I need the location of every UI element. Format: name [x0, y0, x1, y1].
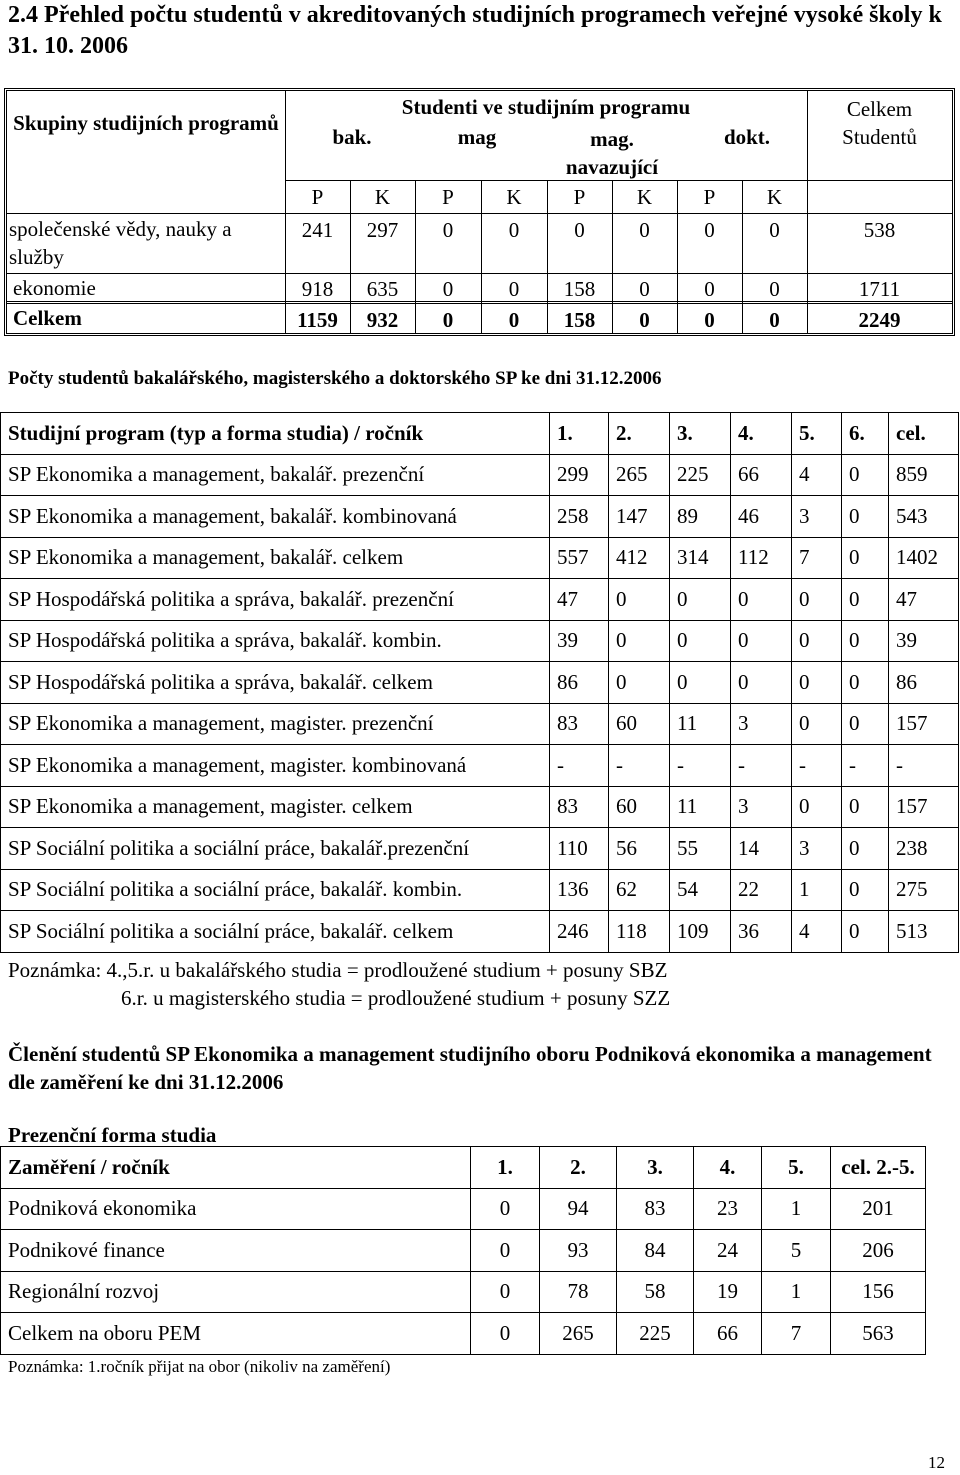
cell: 225: [617, 1313, 694, 1355]
heading-specialization: Členění studentů SP Ekonomika a management studijního oboru Podniková ekonomika a management dle zaměření ke dni 31.12.2006: [8, 1042, 932, 1094]
form-header: K: [506, 185, 522, 209]
table-row: [1, 537, 959, 579]
cell: 0: [508, 277, 520, 301]
cell: 0: [704, 218, 715, 242]
program-dokt: dokt.: [723, 125, 771, 149]
table-row: [1, 454, 959, 496]
cell: 58: [617, 1271, 694, 1313]
cell: 136: [550, 869, 609, 911]
cell: 0: [769, 308, 780, 332]
header-students: Studenti ve studijním programu: [401, 95, 691, 119]
cell: 66: [694, 1313, 762, 1355]
cell: 563: [831, 1313, 926, 1355]
cell: 0: [842, 911, 889, 953]
row-total: 2249: [858, 308, 901, 332]
cell: 83: [550, 703, 609, 745]
cell: 0: [471, 1230, 540, 1272]
row-label: Celkem: [13, 306, 82, 330]
cell: 201: [831, 1188, 926, 1230]
cell: 0: [842, 620, 889, 662]
page-number: 12: [928, 1453, 945, 1472]
cell: 1: [762, 1188, 831, 1230]
cell: 22: [731, 869, 792, 911]
cell: 5: [762, 1230, 831, 1272]
program-bak: bak.: [332, 125, 372, 149]
cell: 66: [731, 454, 792, 496]
cell: 11: [670, 786, 731, 828]
cell: 314: [670, 537, 731, 579]
cell: 265: [540, 1313, 617, 1355]
cell: 3: [731, 703, 792, 745]
students-by-year-table: [0, 412, 959, 953]
cell: 225: [670, 454, 731, 496]
cell: -: [609, 745, 670, 787]
cell: 859: [889, 454, 959, 496]
cell: 55: [670, 828, 731, 870]
cell: 112: [731, 537, 792, 579]
cell: 0: [471, 1271, 540, 1313]
cell: 39: [889, 620, 959, 662]
program-mag-navazujici: mag. navazující: [565, 127, 659, 179]
column-header: 5.: [792, 413, 842, 455]
cell: 0: [842, 496, 889, 538]
cell: 0: [769, 218, 780, 242]
cell: 0: [670, 579, 731, 621]
cell: 297: [366, 218, 399, 242]
cell: 0: [639, 308, 650, 332]
table-row: [1, 496, 959, 538]
note-line-1: Poznámka: 4.,5.r. u bakalářského studia = prodloužené studium + posuny SBZ: [8, 958, 668, 982]
column-header: 3.: [670, 413, 731, 455]
cell: 0: [609, 579, 670, 621]
header-total: Celkem Studentů: [842, 97, 917, 149]
cell: 60: [609, 786, 670, 828]
cell: -: [792, 745, 842, 787]
program-name: SP Ekonomika a management, bakalář. kombinovaná: [1, 496, 550, 538]
column-header: 2.: [540, 1147, 617, 1189]
cell: 47: [889, 579, 959, 621]
column-header: 1.: [550, 413, 609, 455]
cell: 0: [442, 218, 454, 242]
cell: 36: [731, 911, 792, 953]
table-row: [1, 662, 959, 704]
program-name: SP Sociální politika a sociální práce, bakalář. kombin.: [1, 869, 550, 911]
cell: 118: [609, 911, 670, 953]
cell: 78: [540, 1271, 617, 1313]
cell: 1402: [889, 537, 959, 579]
cell: 0: [842, 828, 889, 870]
cell: 54: [670, 869, 731, 911]
cell: 86: [889, 662, 959, 704]
cell: 110: [550, 828, 609, 870]
header-groups: Skupiny studijních programů: [13, 111, 279, 135]
table-row: [1, 579, 959, 621]
cell: 89: [670, 496, 731, 538]
program-mag: mag: [457, 125, 497, 149]
cell: 0: [704, 308, 715, 332]
cell: 0: [508, 308, 520, 332]
note-line-2: 6.r. u magisterského studia = prodloužené studium + posuny SZZ: [121, 986, 671, 1010]
cell: 19: [694, 1271, 762, 1313]
cell: -: [550, 745, 609, 787]
cell: 0: [769, 277, 780, 301]
table-header-row: [1, 1147, 926, 1189]
program-name: SP Ekonomika a management, magister. kombinovaná: [1, 745, 550, 787]
cell: 206: [831, 1230, 926, 1272]
table-row: [1, 703, 959, 745]
cell: 0: [442, 277, 454, 301]
cell: 157: [889, 703, 959, 745]
table-row: [1, 1313, 926, 1355]
cell: 0: [670, 620, 731, 662]
column-header: Zaměření / ročník: [1, 1147, 471, 1189]
specialization-name: Regionální rozvoj: [1, 1271, 471, 1313]
specialization-name: Podnikové finance: [1, 1230, 471, 1272]
cell: -: [670, 745, 731, 787]
program-name: SP Hospodářská politika a správa, bakalář. prezenční: [1, 579, 550, 621]
form-header: K: [766, 185, 783, 209]
cell: 635: [366, 277, 399, 301]
cell: 46: [731, 496, 792, 538]
column-header: cel.: [889, 413, 959, 455]
cell: 84: [617, 1230, 694, 1272]
cell: -: [889, 745, 959, 787]
table-row: [1, 1188, 926, 1230]
cell: 93: [540, 1230, 617, 1272]
subtitle-table2: Počty studentů bakalářského, magisterského a doktorského SP ke dni 31.12.2006: [8, 368, 662, 389]
cell: 0: [842, 579, 889, 621]
column-header: 4.: [731, 413, 792, 455]
cell: 3: [792, 496, 842, 538]
cell: 83: [550, 786, 609, 828]
cell: 156: [831, 1271, 926, 1313]
cell: 0: [792, 703, 842, 745]
cell: 0: [731, 579, 792, 621]
form-header: K: [374, 185, 391, 209]
table-row: [1, 1230, 926, 1272]
table-row: [1, 911, 959, 953]
cell: 275: [889, 869, 959, 911]
row-label: ekonomie: [13, 276, 96, 300]
form-header: P: [442, 185, 454, 209]
cell: 3: [731, 786, 792, 828]
cell: 412: [609, 537, 670, 579]
cell: 0: [609, 620, 670, 662]
cell: 4: [792, 454, 842, 496]
table-row: [1, 786, 959, 828]
cell: 0: [639, 218, 650, 242]
section-title: 2.4 Přehled počtu studentů v akreditovaných studijních programech veřejné vysoké školy k 31. 10. 2006: [8, 2, 942, 59]
cell: 7: [792, 537, 842, 579]
row-total: 538: [863, 218, 896, 242]
cell: 513: [889, 911, 959, 953]
table-row: [1, 828, 959, 870]
cell: 86: [550, 662, 609, 704]
cell: 0: [471, 1313, 540, 1355]
cell: 932: [366, 308, 399, 332]
program-name: SP Hospodářská politika a správa, bakalář. celkem: [1, 662, 550, 704]
cell: 246: [550, 911, 609, 953]
cell: 0: [792, 662, 842, 704]
cell: 0: [731, 662, 792, 704]
program-name: SP Sociální politika a sociální práce, bakalář. celkem: [1, 911, 550, 953]
cell: 0: [842, 662, 889, 704]
table-row: [1, 620, 959, 662]
cell: 14: [731, 828, 792, 870]
cell: 94: [540, 1188, 617, 1230]
cell: 147: [609, 496, 670, 538]
cell: 0: [792, 579, 842, 621]
cell: 1: [762, 1271, 831, 1313]
cell: 238: [889, 828, 959, 870]
cell: 23: [694, 1188, 762, 1230]
cell: 0: [842, 454, 889, 496]
cell: 0: [842, 786, 889, 828]
cell: 158: [563, 277, 596, 301]
row-label: společenské vědy, nauky a služby: [9, 217, 232, 269]
cell: 4: [792, 911, 842, 953]
specialization-name: Podniková ekonomika: [1, 1188, 471, 1230]
row-total: 1711: [858, 277, 901, 301]
cell: 39: [550, 620, 609, 662]
form-header: P: [311, 185, 324, 209]
cell: 24: [694, 1230, 762, 1272]
form-header: P: [703, 185, 716, 209]
cell: 62: [609, 869, 670, 911]
cell: 0: [731, 620, 792, 662]
cell: 299: [550, 454, 609, 496]
subheading-fulltime: Prezenční forma studia: [8, 1123, 217, 1147]
cell: 0: [471, 1188, 540, 1230]
column-header: 5.: [762, 1147, 831, 1189]
cell: 3: [792, 828, 842, 870]
specialization-name: Celkem na oboru PEM: [1, 1313, 471, 1355]
program-name: SP Ekonomika a management, bakalář. prezenční: [1, 454, 550, 496]
cell: 0: [704, 277, 715, 301]
program-name: SP Ekonomika a management, magister. celkem: [1, 786, 550, 828]
cell: 0: [792, 786, 842, 828]
table-row: [1, 869, 959, 911]
cell: 11: [670, 703, 731, 745]
form-header: P: [573, 185, 586, 209]
cell: -: [731, 745, 792, 787]
cell: 0: [574, 218, 585, 242]
cell: 918: [301, 277, 334, 301]
table-header-row: [1, 413, 959, 455]
cell: 0: [609, 662, 670, 704]
specialization-table: [0, 1146, 926, 1355]
program-name: SP Sociální politika a sociální práce, bakalář.prezenční: [1, 828, 550, 870]
table-row: [1, 745, 959, 787]
cell: 0: [508, 218, 520, 242]
column-header: 3.: [617, 1147, 694, 1189]
cell: 7: [762, 1313, 831, 1355]
column-header: 1.: [471, 1147, 540, 1189]
program-name: SP Ekonomika a management, bakalář. celkem: [1, 537, 550, 579]
column-header: cel. 2.-5.: [831, 1147, 926, 1189]
cell: 543: [889, 496, 959, 538]
cell: 0: [842, 703, 889, 745]
cell: 1: [792, 869, 842, 911]
cell: 1159: [297, 308, 338, 332]
form-header: K: [636, 185, 653, 209]
cell: 0: [842, 869, 889, 911]
cell: 109: [670, 911, 731, 953]
note-specialization: Poznámka: 1.ročník přijat na obor (nikoliv na zaměření): [8, 1357, 391, 1376]
cell: 158: [563, 308, 596, 332]
cell: 0: [670, 662, 731, 704]
cell: 0: [842, 537, 889, 579]
cell: 60: [609, 703, 670, 745]
column-header: Studijní program (typ a forma studia) / ročník: [1, 413, 550, 455]
cell: 241: [301, 218, 334, 242]
cell: 47: [550, 579, 609, 621]
cell: 157: [889, 786, 959, 828]
program-name: SP Hospodářská politika a správa, bakalář. kombin.: [1, 620, 550, 662]
column-header: 4.: [694, 1147, 762, 1189]
cell: 0: [442, 308, 454, 332]
summary-table: [4, 88, 955, 336]
column-header: 2.: [609, 413, 670, 455]
cell: 557: [550, 537, 609, 579]
cell: 0: [792, 620, 842, 662]
table-row: [1, 1271, 926, 1313]
cell: 56: [609, 828, 670, 870]
program-name: SP Ekonomika a management, magister. prezenční: [1, 703, 550, 745]
cell: 83: [617, 1188, 694, 1230]
cell: 0: [639, 277, 650, 301]
cell: 265: [609, 454, 670, 496]
cell: -: [842, 745, 889, 787]
column-header: 6.: [842, 413, 889, 455]
cell: 258: [550, 496, 609, 538]
